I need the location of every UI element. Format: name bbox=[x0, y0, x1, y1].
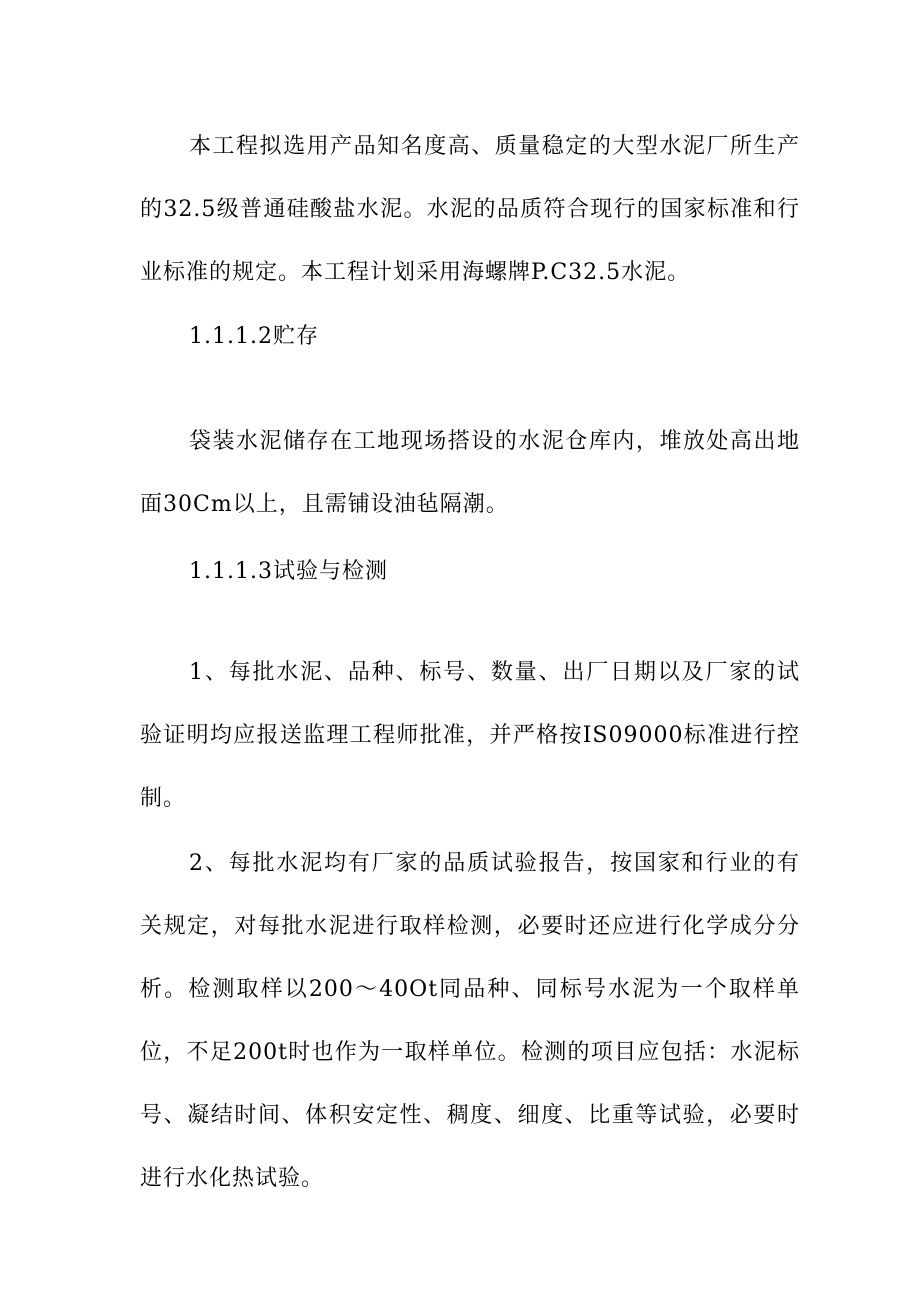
heading-storage: 1.1.1.2贮存 bbox=[189, 324, 319, 349]
paragraph-testing-item-2: 2、每批水泥均有厂家的品质试验报告，按国家和行业的有关规定，对每批水泥进行取样检测，必要时还应进行化学成分分析。检测取样以200～40Ot同品种、同标号水泥为一个取样单位，不足200t时也作为一取样单位。检测的项目应包括：水泥标号、凝结时间、体积安定性、稠度、细度、比重等试验，必要时进行水化热试验。 bbox=[140, 851, 800, 1191]
paragraph-storage: 袋装水泥储存在工地现场搭设的水泥仓库内，堆放处高出地面30Cm以上，且需铺设油毡隔潮。 bbox=[140, 429, 800, 517]
paragraph-cement-selection: 本工程拟选用产品知名度高、质量稳定的大型水泥厂所生产的32.5级普通硅酸盐水泥。水泥的品质符合现行的国家标准和行业标准的规定。本工程计划采用海螺牌P.C32.5水泥。 bbox=[140, 134, 800, 285]
paragraph-testing-item-1: 1、每批水泥、品种、标号、数量、出厂日期以及厂家的试验证明均应报送监理工程师批准，并严格按IS09000标准进行控制。 bbox=[140, 660, 800, 811]
heading-testing: 1.1.1.3试验与检测 bbox=[189, 559, 388, 584]
